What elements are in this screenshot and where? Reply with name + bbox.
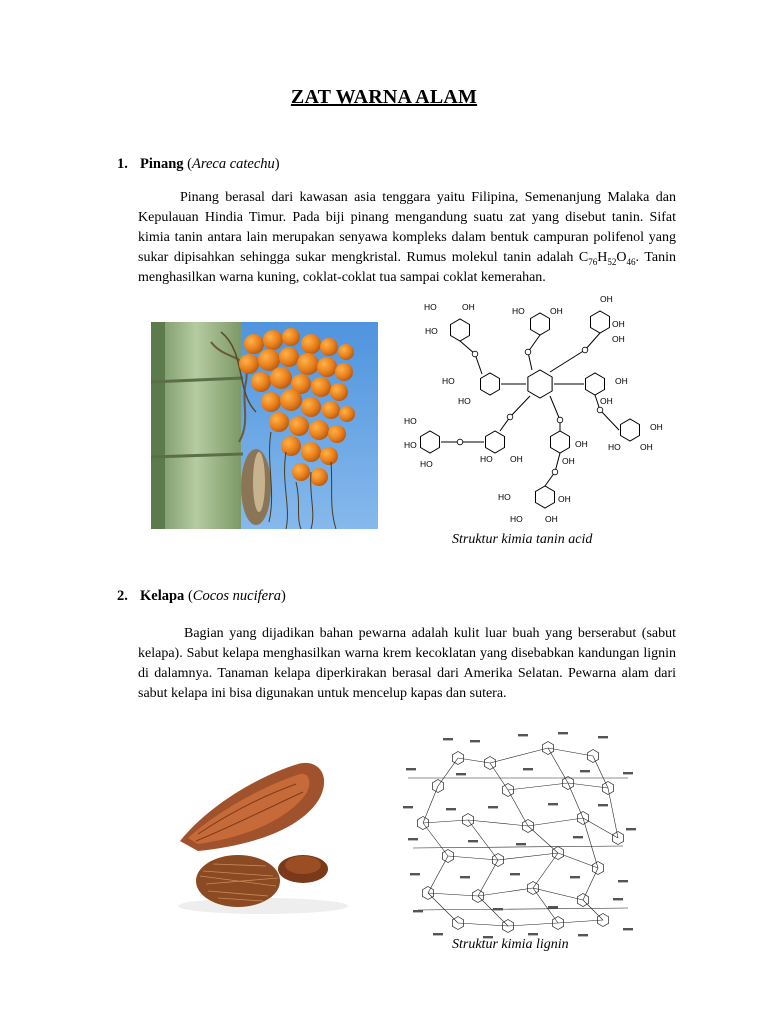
atom-label-glyph [408,838,418,840]
atom-label: HO [498,492,511,502]
lignin-caption: Struktur kimia lignin [452,937,569,952]
benzene-ring [486,431,505,453]
bond [508,783,568,790]
atom-label-glyph [456,773,466,775]
atom-label-glyph [488,806,498,808]
atom-label: OH [600,294,613,304]
benzene-ring [586,373,605,395]
bond [478,888,533,896]
kelapa-paragraph [138,624,676,704]
atom-label-glyph [470,740,480,742]
atom-label-glyph [460,876,470,878]
atom-label: OH [640,442,653,452]
bond [498,853,558,860]
section-name: Pinang [140,156,184,172]
atom-label: HO [480,454,493,464]
bond [478,860,498,896]
coconut-husk-photo [168,746,353,922]
benzene-ring [528,370,552,398]
bond [550,350,585,372]
oxygen-atom [457,439,463,445]
bond [583,900,603,920]
bond [548,748,593,756]
atom-label: OH [462,302,475,312]
bond [510,396,530,417]
bond [428,893,458,923]
atom-label-glyph [578,934,588,936]
atom-label: OH [545,514,558,524]
atom-label: HO [420,459,433,469]
pinang-paragraph-text: Pinang berasal dari kawasan asia tenggara yaitu Filipina, Semenanjung Malaka dan Kepulauan Hindia Timur. Pada biji pinang mengandung suatu zat yang disebut tanin. Sifat kimia tanin antara lain merupakan senyawa kompleks dalam bentuk campuran polifenol yang sukar dipisahkan sehingga sukar mengkristal. Rumus molekul tanin adalah [138,190,676,265]
bond [423,786,438,823]
tannin-formula: $C_{76}H_{52}O_{46}$ [578,250,636,267]
section-latin-name: Cocos nucifera [192,588,281,604]
bond [438,758,458,786]
atom-label-glyph [518,734,528,736]
bond [458,758,490,763]
atom-label-glyph [510,873,520,875]
atom-label: HO [510,514,523,524]
atom-label-glyph [433,933,443,935]
atom-label: HO [404,440,417,450]
bond [528,818,583,826]
kelapa-paragraph-text: Bagian yang dijadikan bahan pewarna adalah kulit luar buah yang berserabut (sabut kelapa). Sabut kelapa menghasilkan warna krem kecoklatan yang disebabkan kandungan lignin di dalamnya. Tanaman kelapa diperkirakan berasal dari Amerika Selatan. Pewarna alam dari sabut kelapa ini bisa digunakan untuk mencelup kapas dan sutera. [138,626,676,701]
atom-label: OH [558,494,571,504]
atom-label-glyph [410,873,420,875]
bond [428,893,478,896]
bond [468,820,528,826]
benzene-ring [531,313,550,335]
bond [458,923,508,926]
lignin-structure-diagram [398,728,638,940]
document-title: ZAT WARNA ALAM [290,86,478,108]
atom-label-glyph [623,772,633,774]
atom-label-glyph [406,768,416,770]
tannin-structure-diagram [400,292,670,530]
oxygen-atom [552,469,558,475]
atom-label-glyph [523,768,533,770]
bond [568,783,583,818]
bond [600,410,619,430]
benzene-ring [451,319,470,341]
atom-label: OH [615,376,628,386]
atom-label-glyph [558,732,568,734]
atom-label-glyph [548,803,558,805]
benzene-ring [481,373,500,395]
section-heading-pinang: 1. Pinang (Areca catechu) [117,156,280,172]
atom-label: OH [550,306,563,316]
bond [608,788,618,838]
bond [550,396,560,420]
atom-label-glyph [573,836,583,838]
oxygen-atom [507,414,513,420]
atom-label-glyph [613,898,623,900]
atom-label-glyph [580,770,590,772]
benzene-ring [621,419,640,441]
bond [583,868,598,900]
atom-label: OH [612,319,625,329]
atom-label-glyph [626,828,636,830]
atom-label: HO [512,306,525,316]
bond [508,923,558,926]
oxygen-atom [557,417,563,423]
bond [593,756,608,788]
atom-label: OH [575,439,588,449]
section-number: 1. [117,156,128,172]
atom-label: HO [424,302,437,312]
atom-label-glyph [446,808,456,810]
bond [533,853,558,888]
section-latin-name: Areca catechu [191,156,275,172]
atom-label-glyph [548,906,558,908]
bond [423,823,448,856]
atom-label-glyph [570,876,580,878]
atom-label: HO [458,396,471,406]
bond [423,820,468,823]
pinang-paragraph-text-end: . Tanin menghasilkan warna kuning, coklat-coklat tua sampai coklat kemerahan. [138,250,676,285]
bond [418,908,628,910]
pinang-paragraph [138,188,676,288]
benzene-ring [421,431,440,453]
bond [428,856,448,893]
section-heading-kelapa: 2. Kelapa (Cocos nucifera) [117,588,286,604]
atom-label-glyph [516,843,526,845]
atom-label-glyph [413,910,423,912]
oxygen-atom [472,351,478,357]
bond [448,856,498,860]
atom-label: HO [442,376,455,386]
tannin-caption: Struktur kimia tanin acid [452,532,593,547]
section-name: Kelapa [140,588,185,604]
atom-label: OH [562,456,575,466]
atom-label: OH [650,422,663,432]
atom-label-glyph [618,880,628,882]
atom-label: OH [612,334,625,344]
atom-label-glyph [403,806,413,808]
benzene-ring [591,311,610,333]
oxygen-atom [525,349,531,355]
bond [558,920,603,923]
atom-label-glyph [443,738,453,740]
oxygen-atom [582,347,588,353]
bond [478,896,508,926]
atom-label-glyph [598,736,608,738]
oxygen-atom [597,407,603,413]
pinang-photo [151,322,378,529]
atom-label-glyph [598,804,608,806]
atom-label-glyph [623,928,633,930]
section-number: 2. [117,588,128,604]
bond [508,790,528,826]
bond [528,826,558,853]
bond [490,763,508,790]
bond [568,783,608,788]
bond [585,333,600,350]
bond [558,853,598,868]
benzene-ring [536,486,555,508]
atom-label: OH [600,396,613,406]
atom-label-glyph [493,908,503,910]
atom-label-glyph [528,933,538,935]
atom-label: HO [404,416,417,426]
atom-label: HO [425,326,438,336]
bond [490,748,548,763]
atom-label: HO [608,442,621,452]
atom-label-glyph [468,840,478,842]
atom-label: OH [510,454,523,464]
benzene-ring [551,431,570,453]
